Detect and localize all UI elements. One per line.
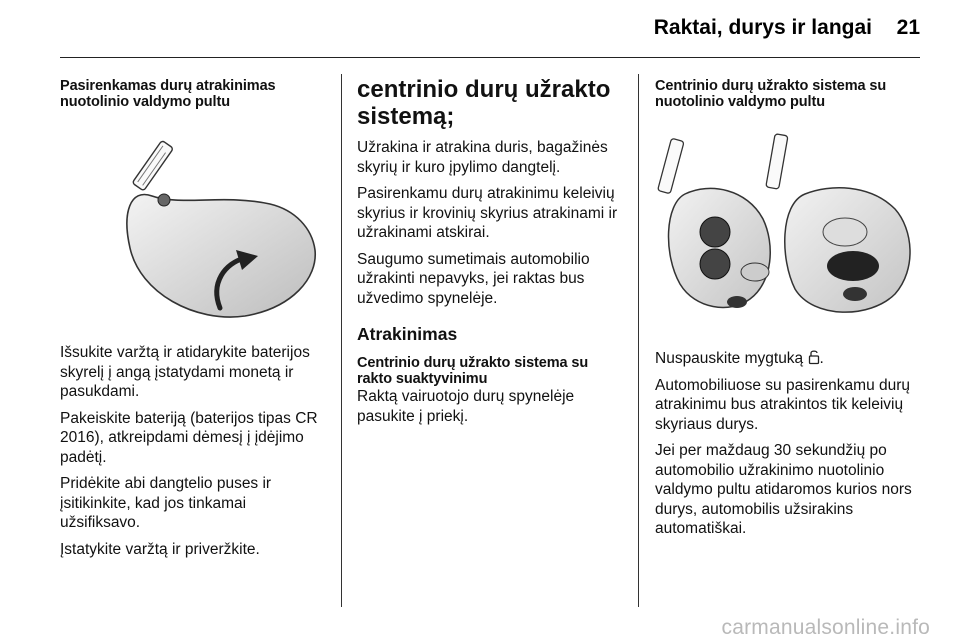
- col3-heading: Centrinio durų užrakto sistema su nuotolinio valdymo pultu: [655, 78, 887, 110]
- header-title: Raktai, durys ir langai: [653, 16, 872, 39]
- col2-paragraph: Pasirenkamu durų atrakinimu keleivių skyrius ir krovinių skyrius atrakinami ir užrakinami atskirai.: [357, 185, 618, 241]
- section-title: Atrakinimas: [357, 324, 458, 344]
- col2-title: centrinio durų užrakto sistemą;: [357, 76, 611, 130]
- col1-paragraph: Pakeiskite bateriją (baterijos tipas CR 2016), atkreipdami dėmesį į įdėjimo padėtį.: [60, 409, 318, 466]
- key-fobs-illustration: [655, 124, 925, 329]
- col1-paragraph: Išsukite varžtą ir atidarykite baterijos skyrelį į angą įstatydami monetą ir pasukdami.: [60, 344, 310, 400]
- column-3: [655, 78, 925, 546]
- col1-paragraph: Pridėkite abi dangtelio puses ir įsitikinkite, kad jos tinkamai užsifiksavo.: [60, 475, 272, 531]
- col3-paragraph: Jei per maždaug 30 sekundžių po automobilio užrakinimo nuotolinio valdymo pultu atidaromos kurios nors durys, automobilis užsirakins automatiškai.: [655, 442, 912, 537]
- col2-paragraph: Saugumo sumetimais automobilio užrakinti nepavyks, jei raktas bus užvedimo spynelėje.: [357, 250, 590, 307]
- key-fob-battery-icon: [60, 118, 330, 323]
- press-instruction: [655, 349, 925, 369]
- col1-paragraph: Įstatykite varžtą ir priveržkite.: [60, 540, 260, 558]
- col2-sub-paragraph: Raktą vairuotojo durų spynelėje pasukite į priekį.: [357, 388, 575, 425]
- watermark: carmanualsonline.info: [721, 616, 930, 639]
- key-fobs-icon: [655, 124, 925, 329]
- column-divider-1: [341, 74, 342, 607]
- col2-paragraph: Užrakina ir atrakina duris, bagažinės skyrių ir kuro įpylimo dangtelį.: [357, 139, 608, 176]
- unlock-icon: [808, 349, 820, 365]
- col2-subheading: Centrinio durų užrakto sistema su rakto suaktyvinimu: [357, 355, 589, 387]
- column-1: [60, 78, 330, 566]
- press-suffix: .: [819, 350, 824, 367]
- column-2: [357, 76, 627, 433]
- col1-heading: Pasirenkamas durų atrakinimas nuotolinio valdymo pultu: [60, 78, 276, 110]
- header-rule: [60, 57, 920, 58]
- key-fob-battery-illustration: [60, 118, 330, 323]
- page-number: 21: [896, 16, 920, 39]
- col3-paragraph: Automobiliuose su pasirenkamu durų atrakinimu bus atrakintos tik keleivių skyriaus durys.: [655, 376, 911, 433]
- column-divider-2: [638, 74, 639, 607]
- press-text: Nuspauskite mygtuką: [655, 350, 804, 367]
